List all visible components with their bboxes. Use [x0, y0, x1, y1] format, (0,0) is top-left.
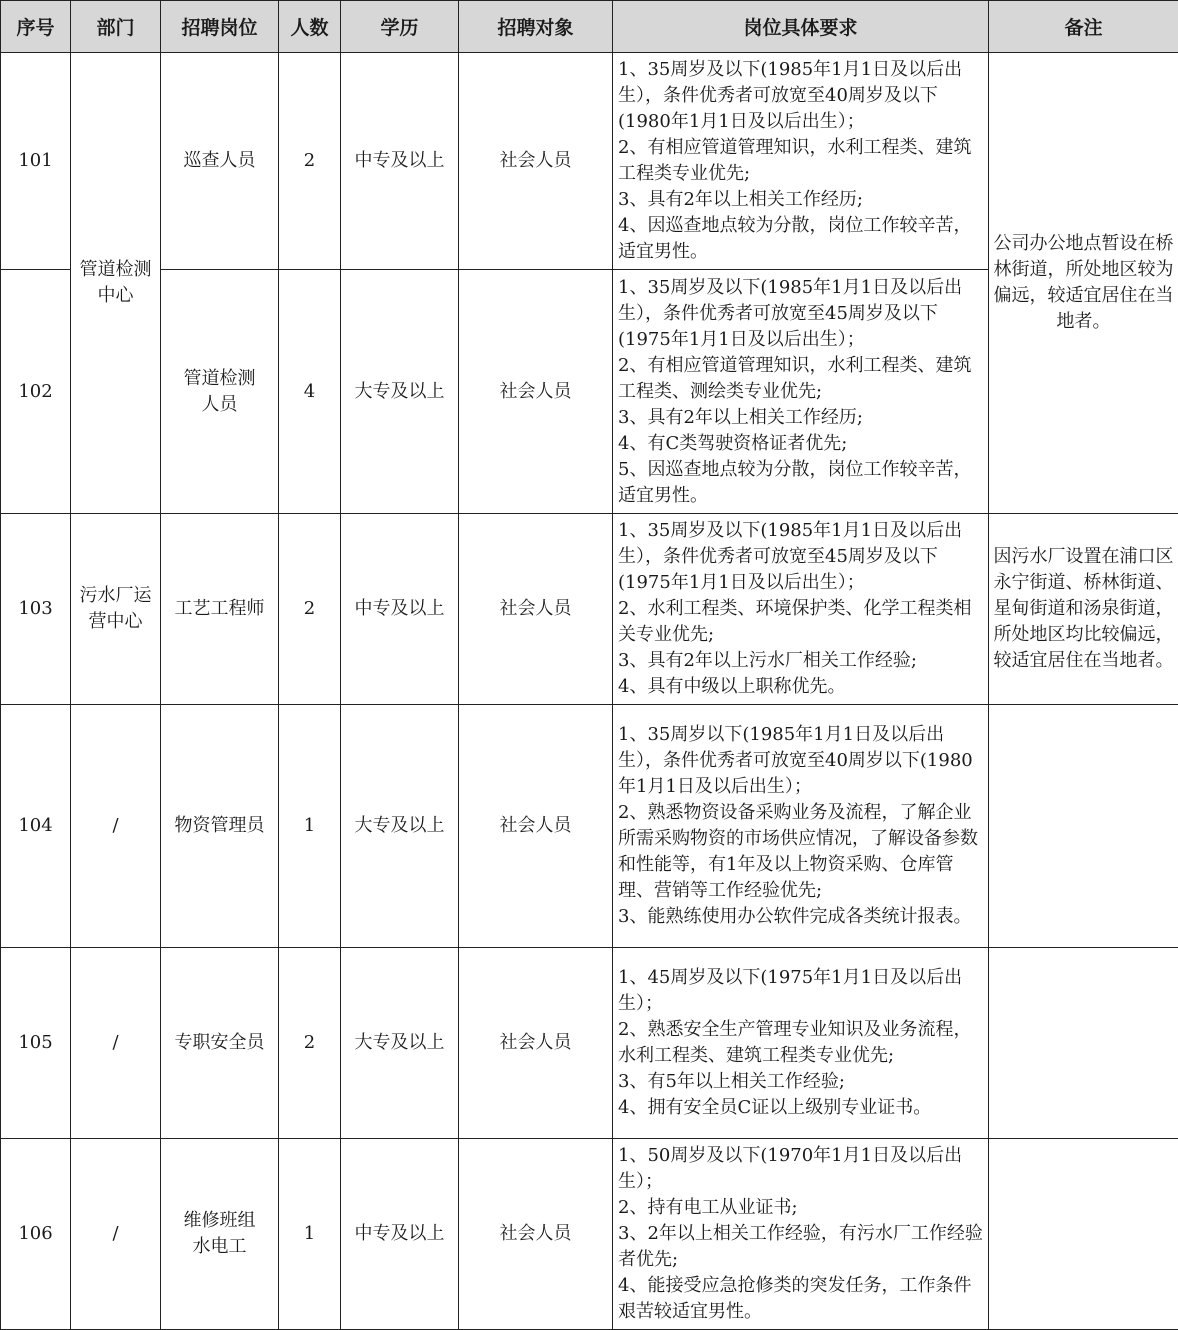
row-note [989, 705, 1178, 948]
row-requirements [613, 53, 989, 270]
row-count: 4 [279, 270, 341, 514]
table-row [1, 1139, 1178, 1330]
table-row [1, 53, 1178, 270]
requirement-line: 1、50周岁及以下(1970年1月1日及以后出生）； [618, 1143, 984, 1195]
row-position: 维修班组水电工 [161, 1139, 279, 1330]
requirement-line: 3、2年以上相关工作经验，有污水厂工作经验者优先; [618, 1221, 984, 1273]
row-education: 中专及以上 [341, 514, 459, 705]
row-position: 巡查人员 [161, 53, 279, 270]
header-count: 人数 [279, 1, 341, 53]
row-id: 105 [1, 948, 71, 1139]
row-note [989, 1139, 1178, 1330]
requirement-line: 4、具有中级以上职称优先。 [618, 674, 984, 700]
row-id: 103 [1, 514, 71, 705]
header-requirements: 岗位具体要求 [613, 1, 989, 53]
table-row [1, 514, 1178, 705]
row-department: 污水厂运营中心 [71, 514, 161, 705]
header-department: 部门 [71, 1, 161, 53]
requirement-line: 2、持有电工从业证书; [618, 1195, 984, 1221]
requirement-line: 1、45周岁及以下(1975年1月1日及以后出生）； [618, 965, 984, 1017]
requirement-line: 3、能熟练使用办公软件完成各类统计报表。 [618, 904, 984, 930]
row-id: 106 [1, 1139, 71, 1330]
row-note: 公司办公地点暂设在桥林街道，所处地区较为偏远，较适宜居住在当地者。 [989, 53, 1178, 514]
row-education: 大专及以上 [341, 270, 459, 514]
row-education: 大专及以上 [341, 948, 459, 1139]
row-position: 管道检测人员 [161, 270, 279, 514]
row-requirements [613, 1139, 989, 1330]
header-target: 招聘对象 [459, 1, 613, 53]
row-count: 2 [279, 948, 341, 1139]
table-row [1, 705, 1178, 948]
row-target: 社会人员 [459, 53, 613, 270]
requirement-line: 2、有相应管道管理知识，水利工程类、建筑工程类、测绘类专业优先; [618, 353, 984, 405]
row-note: 因污水厂设置在浦口区永宁街道、桥林街道、星甸街道和汤泉街道，所处地区均比较偏远，较适宜居住在当地者。 [989, 514, 1178, 705]
header-row [1, 1, 1178, 53]
requirement-line: 4、拥有安全员C证以上级别专业证书。 [618, 1095, 984, 1121]
header-note: 备注 [989, 1, 1178, 53]
requirement-line: 1、35周岁以下(1985年1月1日及以后出生），条件优秀者可放宽至40周岁以下(1980年1月1日及以后出生）； [618, 722, 984, 800]
requirement-line: 5、因巡查地点较为分散，岗位工作较辛苦，适宜男性。 [618, 457, 984, 509]
requirement-line: 3、具有2年以上相关工作经历; [618, 187, 984, 213]
row-count: 2 [279, 514, 341, 705]
row-target: 社会人员 [459, 948, 613, 1139]
requirement-line: 4、因巡查地点较为分散，岗位工作较辛苦，适宜男性。 [618, 213, 984, 265]
row-id: 101 [1, 53, 71, 270]
row-department: / [71, 948, 161, 1139]
row-department: / [71, 1139, 161, 1330]
row-note [989, 948, 1178, 1139]
requirement-line: 2、熟悉物资设备采购业务及流程，了解企业所需采购物资的市场供应情况，了解设备参数和性能等，有1年及以上物资采购、仓库管理、营销等工作经验优先; [618, 800, 984, 904]
requirement-line: 1、35周岁及以下(1985年1月1日及以后出生），条件优秀者可放宽至45周岁及以下(1975年1月1日及以后出生）； [618, 518, 984, 596]
row-count: 1 [279, 705, 341, 948]
table-row [1, 948, 1178, 1139]
row-target: 社会人员 [459, 705, 613, 948]
requirement-line: 4、有C类驾驶资格证者优先; [618, 431, 984, 457]
row-position: 专职安全员 [161, 948, 279, 1139]
requirement-line: 3、具有2年以上相关工作经历; [618, 405, 984, 431]
requirement-line: 3、具有2年以上污水厂相关工作经验; [618, 648, 984, 674]
row-count: 2 [279, 53, 341, 270]
row-department: / [71, 705, 161, 948]
requirement-line: 1、35周岁及以下(1985年1月1日及以后出生），条件优秀者可放宽至45周岁及以下(1975年1月1日及以后出生）； [618, 275, 984, 353]
row-department: 管道检测中心 [71, 53, 161, 514]
row-requirements [613, 948, 989, 1139]
row-id: 104 [1, 705, 71, 948]
row-target: 社会人员 [459, 514, 613, 705]
row-education: 中专及以上 [341, 1139, 459, 1330]
row-requirements [613, 514, 989, 705]
row-target: 社会人员 [459, 270, 613, 514]
row-education: 大专及以上 [341, 705, 459, 948]
header-position: 招聘岗位 [161, 1, 279, 53]
row-target: 社会人员 [459, 1139, 613, 1330]
row-position: 物资管理员 [161, 705, 279, 948]
row-requirements [613, 270, 989, 514]
row-position: 工艺工程师 [161, 514, 279, 705]
requirement-line: 1、35周岁及以下(1985年1月1日及以后出生），条件优秀者可放宽至40周岁及以下(1980年1月1日及以后出生）； [618, 57, 984, 135]
requirement-line: 3、有5年以上相关工作经验; [618, 1069, 984, 1095]
requirement-line: 4、能接受应急抢修类的突发任务，工作条件艰苦较适宜男性。 [618, 1273, 984, 1325]
requirement-line: 2、熟悉安全生产管理专业知识及业务流程，水利工程类、建筑工程类专业优先; [618, 1017, 984, 1069]
row-requirements [613, 705, 989, 948]
row-id: 102 [1, 270, 71, 514]
row-education: 中专及以上 [341, 53, 459, 270]
header-id: 序号 [1, 1, 71, 53]
requirement-line: 2、有相应管道管理知识，水利工程类、建筑工程类专业优先; [618, 135, 984, 187]
header-education: 学历 [341, 1, 459, 53]
requirement-line: 2、水利工程类、环境保护类、化学工程类相关专业优先; [618, 596, 984, 648]
row-count: 1 [279, 1139, 341, 1330]
